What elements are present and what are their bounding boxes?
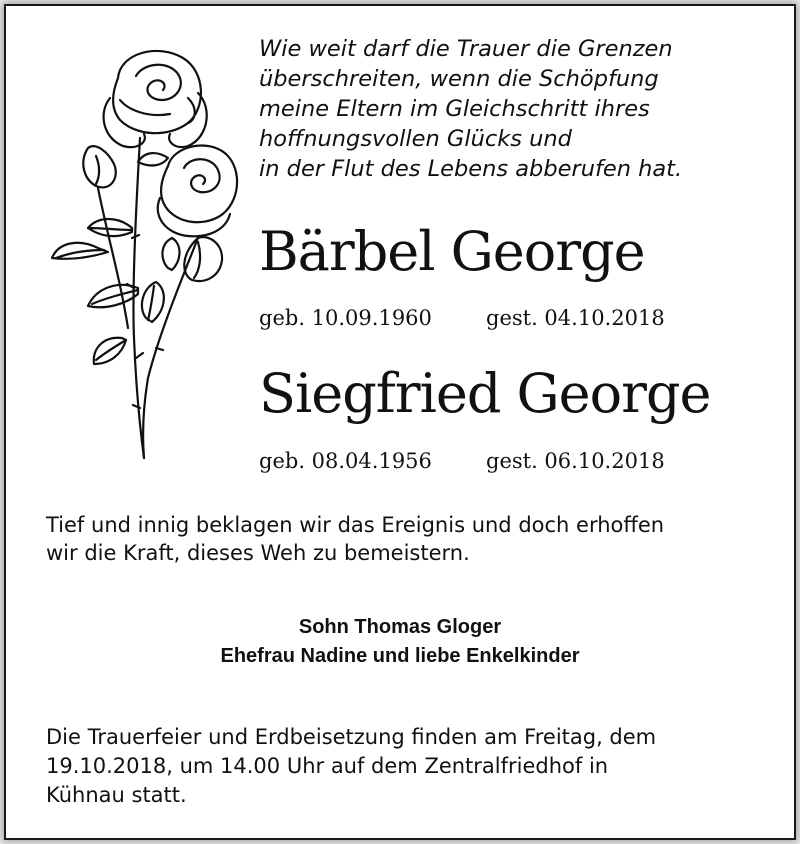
death-date: gest. 06.10.2018 (486, 449, 665, 473)
quote-line: meine Eltern im Gleichschritt ihres (259, 96, 650, 122)
mourners (0, 613, 800, 671)
lament-line: wir die Kraft, dieses Weh zu bemeistern. (46, 541, 470, 565)
birth-date: geb. 08.04.1956 (259, 449, 432, 473)
quote-line: Wie weit darf die Trauer die Grenzen (259, 36, 673, 62)
mourner-line: Sohn Thomas Gloger (298, 616, 502, 638)
deceased-name: Siegfried George (259, 362, 711, 425)
notice-line: 19.10.2018, um 14.00 Uhr auf dem Zentralfriedhof in (46, 754, 609, 778)
quote-line: hoffnungsvollen Glücks und (259, 126, 572, 152)
quote (259, 34, 779, 184)
death-date: gest. 04.10.2018 (486, 306, 665, 330)
quote-line: in der Flut des Lebens abberufen hat. (259, 156, 683, 182)
notice-line: Kühnau statt. (46, 783, 187, 807)
notice-line: Die Trauerfeier und Erdbeisetzung finden am Freitag, dem (46, 725, 657, 749)
funeral-notice (46, 723, 766, 810)
lament-text (46, 511, 766, 567)
deceased-name: Bärbel George (259, 220, 645, 283)
lament-line: Tief und innig beklagen wir das Ereignis und doch erhoffen (46, 513, 665, 537)
birth-date: geb. 10.09.1960 (259, 306, 432, 330)
mourner-line: Ehefrau Nadine und liebe Enkelkinder (220, 645, 580, 667)
rose-icon (48, 38, 248, 468)
quote-line: überschreiten, wenn die Schöpfung (259, 66, 659, 92)
